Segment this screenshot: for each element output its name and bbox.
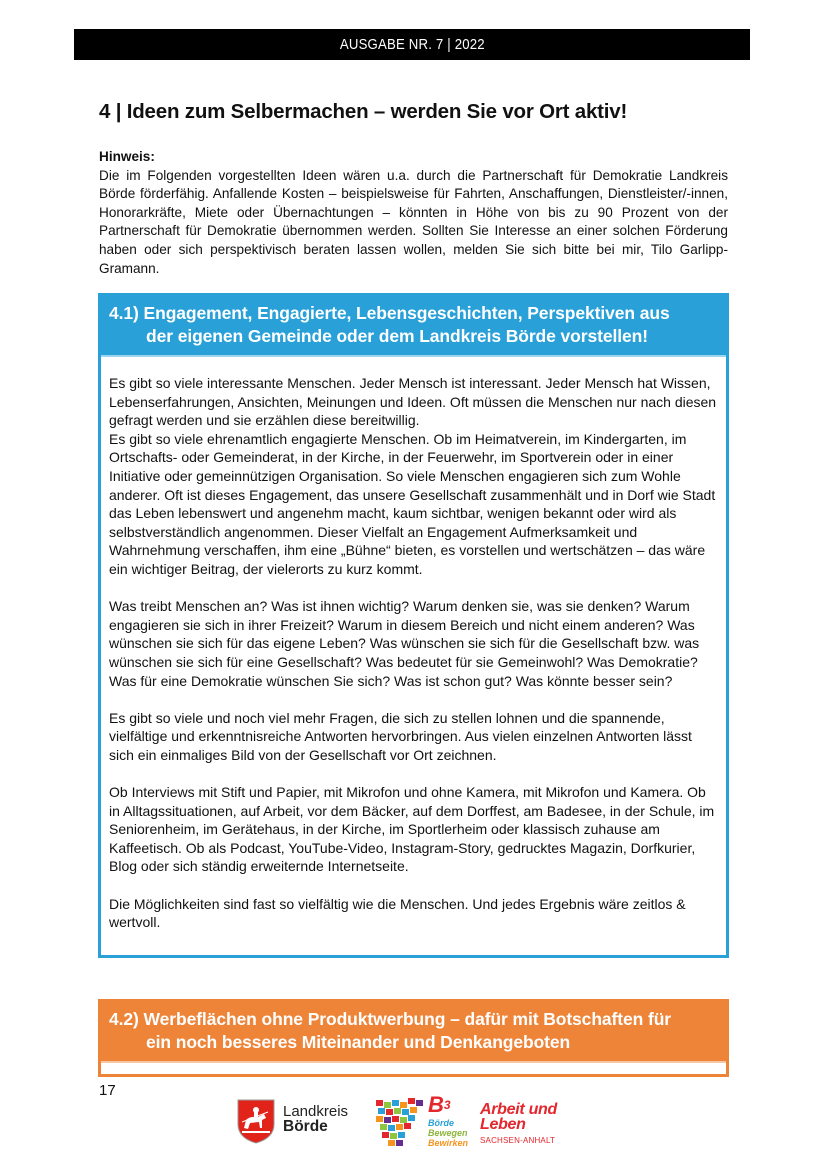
- hint-label: Hinweis:: [99, 149, 155, 164]
- hint-text: Die im Folgenden vorgestellten Ideen wären u.a. durch die Partnerschaft für Demokratie Landkreis Börde förderfähig. Anfallende Kosten – beispielsweise für Fahrten, Anschaffungen, Dienstleister/-innen, Honorarkräfte, Miete oder Übernachtungen – könnten in Höhe von bis zu 90 Prozent von der Partnerschaft für Demokratie übernommen werden. Sollten Sie Interesse an einer solchen Förderung haben oder sich perspektivisch beraten lassen wollen, melden Sie sich bitte bei mir, Tilo Garlipp-Gramann.: [99, 167, 728, 276]
- section-number: 4.1): [109, 303, 139, 323]
- arbeit-und-leben-logo: [480, 1102, 576, 1148]
- map-mosaic-icon: [372, 1094, 428, 1150]
- page-number: 17: [99, 1082, 116, 1099]
- paragraph: Was treibt Menschen an? Was ist ihnen wichtig? Warum denken sie, was sie denken? Warum engagieren sie sich in ihrer Freizeit? Warum in diesem Bereich und nicht einem anderen? Was wünschen sie sich für das eigene Leben? Was wünschen sie sich für die Gesellschaft bzw. was wünschen sie sich für eine Gesellschaft? Was bedeutet für sie Gemeinwohl? Was Demokratie? Was für eine Demokratie wünschen Sie sich? Was ist schon gut? Was könnte besser sein?: [109, 598, 700, 689]
- page-title: 4 | Ideen zum Selbermachen – werden Sie vor Ort aktiv!: [99, 100, 628, 123]
- b3-logo: [372, 1092, 469, 1150]
- section-title-line1: Engagement, Engagierte, Lebensgeschichten, Perspektiven aus: [143, 303, 670, 323]
- b3-line2: Bewegen: [428, 1128, 468, 1138]
- b3-line1: Börde: [428, 1118, 455, 1128]
- section-4-2-header: [101, 1002, 726, 1063]
- section-title-line2: der eigenen Gemeinde oder dem Landkreis Börde vorstellen!: [146, 326, 648, 346]
- section-4-2: [98, 999, 729, 1077]
- b3-sup: 3: [443, 1098, 451, 1112]
- issue-label: AUSGABE NR. 7 | 2022: [339, 36, 485, 53]
- section-4-1-body: [101, 357, 726, 932]
- section-4-1-header: [101, 296, 726, 357]
- section-title-line1: Werbeflächen ohne Produktwerbung – dafür mit Botschaften für: [143, 1009, 672, 1029]
- landkreis-text: [283, 1104, 348, 1134]
- landkreis-line2: Börde: [283, 1118, 328, 1135]
- b3-letter: B: [428, 1092, 444, 1117]
- footer-logos: [236, 1094, 576, 1150]
- section-number: 4.2): [109, 1009, 139, 1029]
- aul-line3: SACHSEN-ANHALT: [480, 1136, 556, 1145]
- paragraph: Es gibt so viele ehrenamtlich engagierte Menschen. Ob im Heimatverein, im Kindergarten, im Ortschafts- oder Gemeinderat, in der Kirche, in der Feuerwehr, im Sportverein oder in einer Initiative oder gemeinnützigen Organisation. So viele Menschen engagieren sich zum Wohle anderer. Oft ist dieses Engagement, das unsere Gesellschaft zusammenhält und in Dorf wie Stadt das Leben lebenswert und angenehm macht, kaum sichtbar, wenigen bekannt oder wird als selbstverständlich angenommen. Dieser Vielfalt an Engagement Aufmerksamkeit und Wahrnehmung verschaffen, ihm eine „Bühne“ bieten, es vorstellen und wertschätzen – das wäre ein wichtiger Beitrag, der vielerorts zu kurz kommt.: [109, 430, 716, 577]
- issue-banner: [74, 29, 750, 60]
- b3-line3: Bewirken: [428, 1138, 469, 1148]
- landkreis-line1: Landkreis: [283, 1103, 349, 1120]
- b3-title: [428, 1094, 451, 1116]
- aul-line2: Leben: [480, 1116, 526, 1133]
- paragraph: Die Möglichkeiten sind fast so vielfältig wie die Menschen. Und jedes Ergebnis wäre zeitlos & wertvoll.: [109, 895, 686, 931]
- landkreis-boerde-logo: [236, 1098, 354, 1146]
- hint-block: [99, 148, 728, 278]
- aul-line1: Arbeit und: [480, 1101, 557, 1118]
- section-4-1: [98, 293, 729, 958]
- paragraph: Ob Interviews mit Stift und Papier, mit Mikrofon und ohne Kamera, mit Mikrofon und Kamera. Ob in Alltagssituationen, auf Arbeit, vor dem Bäcker, auf dem Dorffest, am Badesee, in der Schule, im Seniorenheim, im Gerätehaus, in der Kirche, im Sportlerheim oder klassisch zuhause am Kaffeetisch. Ob als Podcast, YouTube-Video, Instagram-Story, gedrucktes Magazin, Dorfkurier, Blog oder sich ständig erweiternde Internetseite.: [109, 784, 715, 875]
- paragraph: Es gibt so viele interessante Menschen. Jeder Mensch ist interessant. Jeder Mensch hat Wissen, Lebenserfahrungen, Ansichten, Meinungen und Ideen. Oft müssen die Menschen nur nach diesen gefragt werden und sie erzählen diese bereitwillig.: [109, 375, 717, 429]
- paragraph: Es gibt so viele und noch viel mehr Fragen, die sich zu stellen lohnen und die spannende, vielfältige und erkenntnisreiche Antworten hervorbringen. Aus vielen einzelnen Antworten lässt sich ein einmaliges Bild von der Gesellschaft vor Ort zeichnen.: [109, 709, 692, 763]
- coat-of-arms-icon: [236, 1098, 276, 1144]
- section-title-line2: ein noch besseres Miteinander und Denkangeboten: [146, 1032, 571, 1052]
